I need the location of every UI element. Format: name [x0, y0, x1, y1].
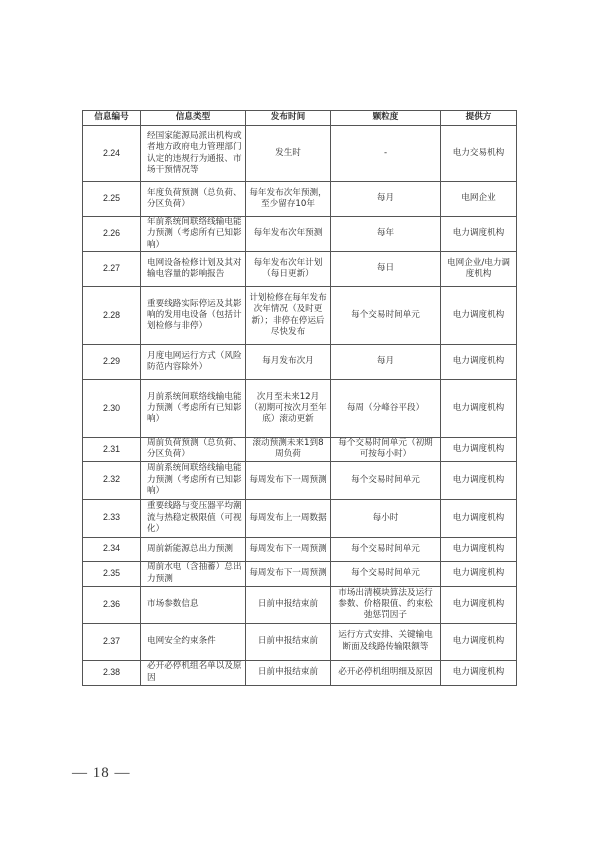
cell-id: 2.26 — [83, 217, 141, 252]
header-type: 信息类型 — [141, 111, 246, 126]
cell-type: 必开必停机组名单以及原因 — [141, 660, 246, 685]
cell-type: 经国家能源局派出机构或者地方政府电力管理部门认定的违规行为通报、市场干预情况等 — [141, 126, 246, 182]
cell-time: 每周发布下一周预测 — [246, 561, 331, 586]
cell-time: 次月至未来12月（初期可按次月至年底）滚动更新 — [246, 380, 331, 438]
cell-provider: 电力调度机构 — [441, 660, 517, 685]
cell-type: 周前新能源总出力预测 — [141, 537, 246, 561]
table-row — [83, 623, 517, 660]
cell-time: 日前申报结束前 — [246, 660, 331, 685]
cell-provider: 电网企业 — [441, 182, 517, 217]
cell-provider: 电力调度机构 — [441, 345, 517, 380]
table-row — [83, 252, 517, 287]
cell-provider: 电力调度机构 — [441, 438, 517, 462]
cell-time: 日前申报结束前 — [246, 623, 331, 660]
cell-granularity: 每个交易时间单元 — [331, 561, 441, 586]
cell-time: 发生时 — [246, 126, 331, 182]
cell-type: 电网安全约束条件 — [141, 623, 246, 660]
cell-provider: 电力调度机构 — [441, 217, 517, 252]
table-row — [83, 438, 517, 462]
cell-id: 2.31 — [83, 438, 141, 462]
cell-id: 2.33 — [83, 499, 141, 537]
cell-time: 每年发布次年计划（每日更新） — [246, 252, 331, 287]
table-row — [83, 586, 517, 623]
cell-id: 2.37 — [83, 623, 141, 660]
cell-id: 2.30 — [83, 380, 141, 438]
cell-granularity: 每年 — [331, 217, 441, 252]
table-row — [83, 126, 517, 182]
cell-granularity: 运行方式安排、关键输电断面及线路传输限额等 — [331, 623, 441, 660]
cell-granularity: 每日 — [331, 252, 441, 287]
cell-type: 市场参数信息 — [141, 586, 246, 623]
table-body — [83, 126, 517, 686]
cell-time: 每周发布下一周预测 — [246, 461, 331, 499]
cell-id: 2.34 — [83, 537, 141, 561]
cell-time: 计划检修在每年发布次年情况（及时更新）；非停在停运后尽快发布 — [246, 287, 331, 345]
table-row — [83, 380, 517, 438]
cell-provider: 电力交易机构 — [441, 126, 517, 182]
cell-id: 2.32 — [83, 461, 141, 499]
cell-time: 每月发布次月 — [246, 345, 331, 380]
cell-type: 重要线路实际停运及其影响的发用电设备（包括计划检修与非停） — [141, 287, 246, 345]
table-row — [83, 660, 517, 685]
cell-type: 年前系统间联络线输电能力预测（考虑所有已知影响） — [141, 217, 246, 252]
cell-id: 2.38 — [83, 660, 141, 685]
cell-id: 2.28 — [83, 287, 141, 345]
cell-provider: 电力调度机构 — [441, 499, 517, 537]
cell-type: 年度负荷预测（总负荷、分区负荷） — [141, 182, 246, 217]
cell-id: 2.29 — [83, 345, 141, 380]
header-time: 发布时间 — [246, 111, 331, 126]
cell-granularity: 每个交易时间单元 — [331, 461, 441, 499]
cell-granularity: 每个交易时间单元（初期可按每小时） — [331, 438, 441, 462]
cell-id: 2.35 — [83, 561, 141, 586]
cell-time: 日前申报结束前 — [246, 586, 331, 623]
cell-id: 2.25 — [83, 182, 141, 217]
cell-provider: 电力调度机构 — [441, 623, 517, 660]
cell-granularity: 每个交易时间单元 — [331, 537, 441, 561]
table-row — [83, 287, 517, 345]
cell-type: 月度电网运行方式（风险防范内容除外） — [141, 345, 246, 380]
table-row — [83, 561, 517, 586]
cell-provider: 电力调度机构 — [441, 461, 517, 499]
cell-time: 每周发布下一周预测 — [246, 537, 331, 561]
cell-provider: 电力调度机构 — [441, 586, 517, 623]
cell-id: 2.27 — [83, 252, 141, 287]
cell-type: 周前负荷预测（总负荷、分区负荷） — [141, 438, 246, 462]
cell-time: 每周发布上一周数据 — [246, 499, 331, 537]
cell-granularity: 必开必停机组明细及原因 — [331, 660, 441, 685]
cell-time: 每年发布次年预测 — [246, 217, 331, 252]
table-header-row — [83, 111, 517, 126]
cell-granularity: 每月 — [331, 345, 441, 380]
cell-granularity: 市场出清模块算法及运行参数、价格限值、约束松弛惩罚因子 — [331, 586, 441, 623]
cell-id: 2.36 — [83, 586, 141, 623]
cell-type: 重要线路与变压器平均潮流与热稳定极限值（可视化） — [141, 499, 246, 537]
cell-provider: 电力调度机构 — [441, 287, 517, 345]
cell-granularity: 每月 — [331, 182, 441, 217]
cell-time: 每年发布次年预测，至少留存10年 — [246, 182, 331, 217]
cell-provider: 电力调度机构 — [441, 561, 517, 586]
cell-type: 周前水电（含抽蓄）总出力预测 — [141, 561, 246, 586]
header-granularity: 颗粒度 — [331, 111, 441, 126]
table-row — [83, 182, 517, 217]
page-number: — 18 — — [72, 765, 131, 781]
header-provider: 提供方 — [441, 111, 517, 126]
cell-provider: 电力调度机构 — [441, 380, 517, 438]
cell-provider: 电网企业/电力调度机构 — [441, 252, 517, 287]
cell-type: 月前系统间联络线输电能力预测（考虑所有已知影响） — [141, 380, 246, 438]
cell-granularity: 每个交易时间单元 — [331, 287, 441, 345]
cell-time: 滚动预测未来1到8周负荷 — [246, 438, 331, 462]
cell-type: 周前系统间联络线输电能力预测（考虑所有已知影响） — [141, 461, 246, 499]
cell-provider: 电力调度机构 — [441, 537, 517, 561]
header-id: 信息编号 — [83, 111, 141, 126]
table-row — [83, 461, 517, 499]
cell-type: 电网设备检修计划及其对输电容量的影响报告 — [141, 252, 246, 287]
table-row — [83, 499, 517, 537]
table-row — [83, 217, 517, 252]
info-table — [82, 110, 517, 686]
cell-granularity: 每周（分峰谷平段） — [331, 380, 441, 438]
cell-id: 2.24 — [83, 126, 141, 182]
cell-granularity: - — [331, 126, 441, 182]
cell-granularity: 每小时 — [331, 499, 441, 537]
table-row — [83, 537, 517, 561]
table-row — [83, 345, 517, 380]
